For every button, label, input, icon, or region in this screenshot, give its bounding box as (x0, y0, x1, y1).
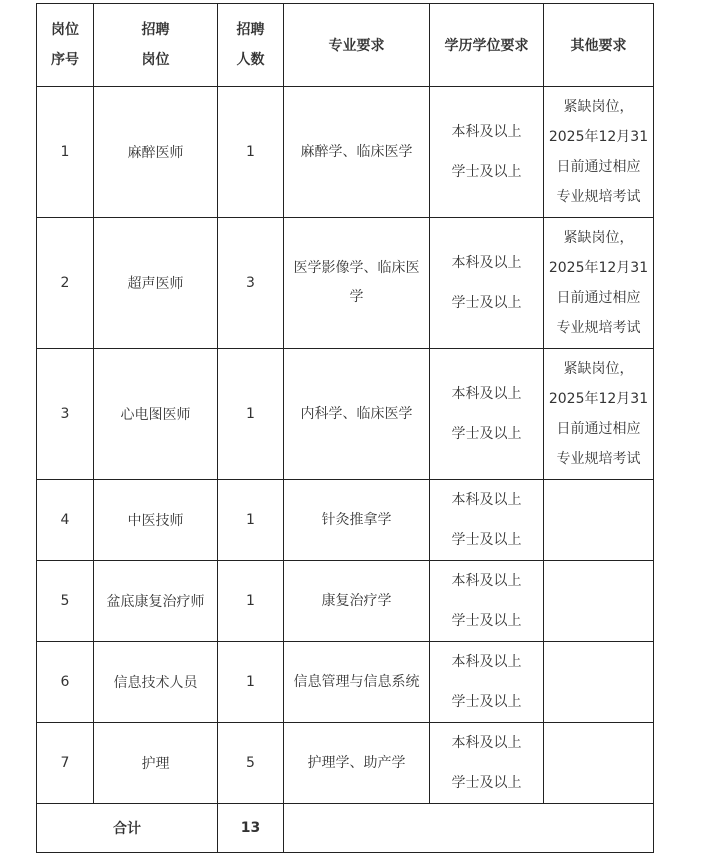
header-row (37, 4, 654, 87)
cell-seq: 3 (37, 349, 94, 480)
table-row (37, 349, 654, 480)
education-line: 本科及以上 (451, 654, 522, 670)
cell-other (544, 87, 654, 218)
cell-other (544, 723, 654, 804)
total-row (37, 804, 654, 853)
table-row (37, 218, 654, 349)
header-count: 招聘 人数 (218, 4, 284, 87)
other-line: 专业规培考试 (556, 320, 641, 336)
other-line: 日前通过相应 (556, 159, 641, 175)
cell-seq: 5 (37, 561, 94, 642)
other-line: 专业规培考试 (556, 451, 641, 467)
cell-other (544, 480, 654, 561)
cell-other (544, 218, 654, 349)
education-line: 本科及以上 (451, 124, 522, 140)
other-line: 专业规培考试 (556, 189, 641, 205)
cell-count: 1 (218, 480, 284, 561)
cell-count: 3 (218, 218, 284, 349)
education-line: 学士及以上 (451, 164, 522, 180)
other-line: 2025年12月31 (548, 260, 649, 276)
education-line: 学士及以上 (451, 426, 522, 442)
header-seq: 岗位 序号 (37, 4, 94, 87)
cell-major: 内科学、临床医学 (284, 349, 430, 480)
total-blank (284, 804, 654, 853)
table-row (37, 480, 654, 561)
cell-other (544, 349, 654, 480)
cell-major: 信息管理与信息系统 (284, 642, 430, 723)
cell-position: 麻醉医师 (94, 87, 218, 218)
cell-seq: 6 (37, 642, 94, 723)
education-line: 本科及以上 (451, 386, 522, 402)
cell-education (430, 642, 544, 723)
education-line: 学士及以上 (451, 613, 522, 629)
cell-major: 医学影像学、临床医学 (284, 218, 430, 349)
recruitment-table (36, 3, 654, 853)
cell-education (430, 349, 544, 480)
education-line: 学士及以上 (451, 694, 522, 710)
other-line: 日前通过相应 (556, 290, 641, 306)
cell-other (544, 642, 654, 723)
cell-education (430, 561, 544, 642)
cell-count: 1 (218, 561, 284, 642)
cell-education (430, 87, 544, 218)
header-education: 学历学位要求 (430, 4, 544, 87)
cell-position: 中医技师 (94, 480, 218, 561)
cell-position: 信息技术人员 (94, 642, 218, 723)
education-line: 本科及以上 (451, 492, 522, 508)
cell-education (430, 218, 544, 349)
education-line: 本科及以上 (451, 255, 522, 271)
table-row (37, 642, 654, 723)
education-line: 本科及以上 (451, 573, 522, 589)
education-line: 学士及以上 (451, 295, 522, 311)
table-row (37, 723, 654, 804)
cell-count: 1 (218, 349, 284, 480)
cell-position: 盆底康复治疗师 (94, 561, 218, 642)
cell-position: 心电图医师 (94, 349, 218, 480)
cell-count: 1 (218, 642, 284, 723)
cell-seq: 7 (37, 723, 94, 804)
table-row (37, 87, 654, 218)
header-other: 其他要求 (544, 4, 654, 87)
cell-major: 护理学、助产学 (284, 723, 430, 804)
cell-seq: 2 (37, 218, 94, 349)
cell-other (544, 561, 654, 642)
cell-position: 护理 (94, 723, 218, 804)
cell-count: 1 (218, 87, 284, 218)
total-count: 13 (218, 804, 284, 853)
other-line: 紧缺岗位， (563, 361, 634, 377)
cell-major: 针灸推拿学 (284, 480, 430, 561)
cell-count: 5 (218, 723, 284, 804)
education-line: 学士及以上 (451, 775, 522, 791)
cell-major: 康复治疗学 (284, 561, 430, 642)
cell-seq: 4 (37, 480, 94, 561)
other-line: 2025年12月31 (548, 129, 649, 145)
other-line: 紧缺岗位， (563, 99, 634, 115)
other-line: 紧缺岗位， (563, 230, 634, 246)
header-major: 专业要求 (284, 4, 430, 87)
education-line: 本科及以上 (451, 735, 522, 751)
cell-education (430, 723, 544, 804)
other-line: 日前通过相应 (556, 421, 641, 437)
cell-position: 超声医师 (94, 218, 218, 349)
cell-education (430, 480, 544, 561)
header-position: 招聘 岗位 (94, 4, 218, 87)
education-line: 学士及以上 (451, 532, 522, 548)
total-label: 合计 (37, 804, 218, 853)
table-row (37, 561, 654, 642)
cell-major: 麻醉学、临床医学 (284, 87, 430, 218)
other-line: 2025年12月31 (548, 391, 649, 407)
cell-seq: 1 (37, 87, 94, 218)
